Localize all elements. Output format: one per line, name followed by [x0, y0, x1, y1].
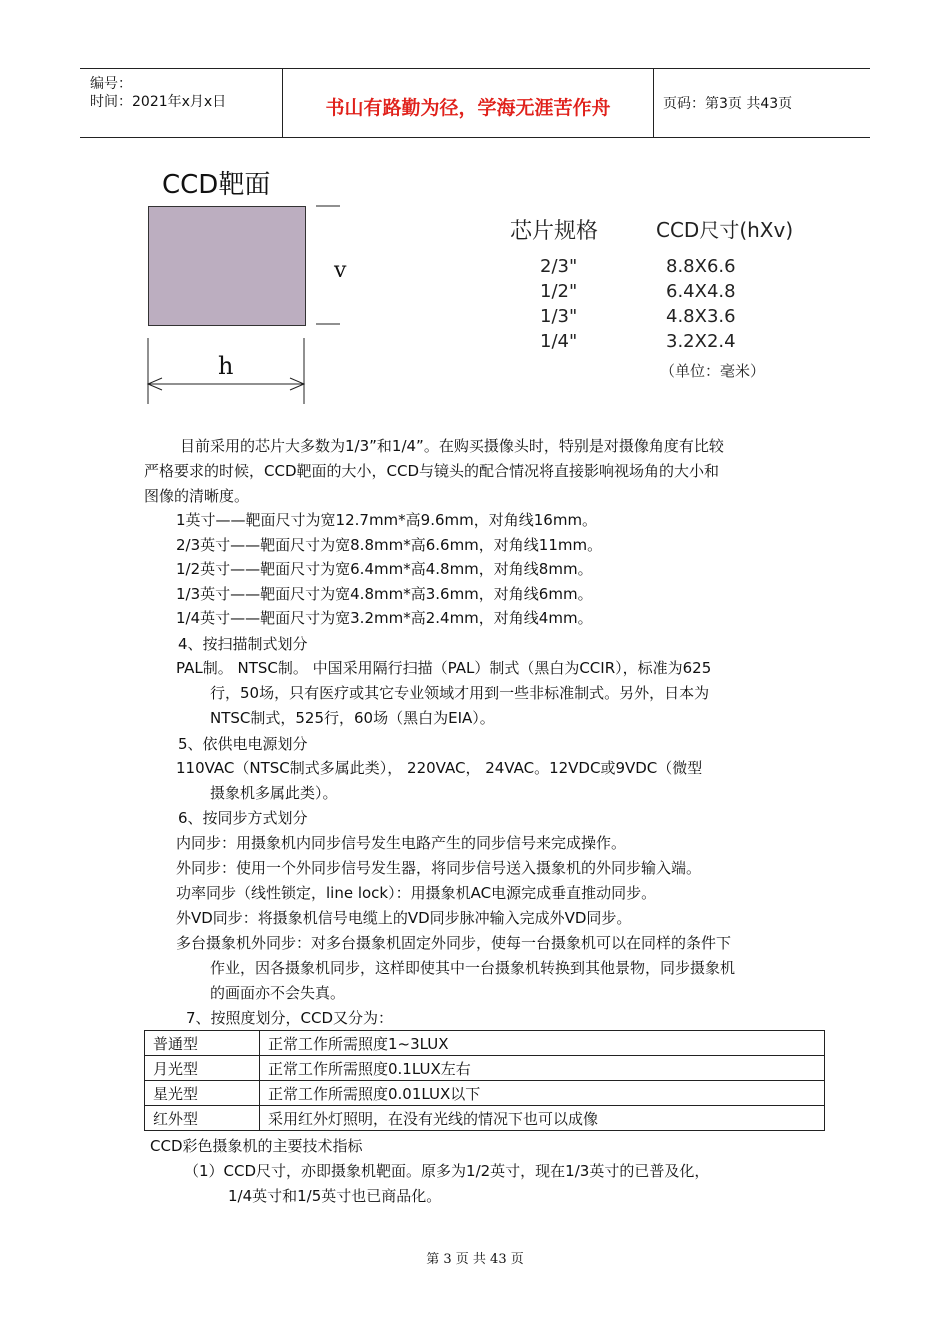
lux-desc-cell: 采用红外灯照明，在没有光线的情况下也可以成像 [260, 1106, 825, 1131]
section-text: 110VAC（NTSC制式多属此类）， 220VAC， 24VAC。12VDC或9VDC（微型 [176, 759, 703, 777]
header-motto: 书山有路勤为径，学海无涯苦作舟 [325, 97, 611, 119]
unit-note: （单位：毫米） [660, 362, 766, 380]
lux-desc-cell: 正常工作所需照度0.1LUX左右 [260, 1056, 825, 1081]
size-line: 1/4英寸——靶面尺寸为宽3.2mm*高2.4mm，对角线4mm。 [176, 609, 593, 627]
intro-line: 图像的清晰度。 [144, 487, 250, 505]
lux-type-cell: 星光型 [145, 1081, 260, 1106]
section-heading: 5、依供电电源划分 [178, 735, 308, 753]
lux-desc-cell: 正常工作所需照度0.01LUX以下 [260, 1081, 825, 1106]
lux-desc-cell: 正常工作所需照度1~3LUX [260, 1031, 825, 1056]
chip-spec-header: 芯片规格 [510, 219, 599, 244]
spec-heading: CCD彩色摄象机的主要技术指标 [150, 1137, 363, 1155]
section-text: 行，50场，只有医疗或其它专业领域才用到一些非标准制式。另外，日本为 [210, 684, 710, 702]
intro-line: 严格要求的时候，CCD靶面的大小，CCD与镜头的配合情况将直接影响视场角的大小和 [144, 462, 719, 480]
chip-spec-value: 1/2" [540, 281, 578, 302]
page-footer: 第 3 页 共 43 页 [426, 1252, 524, 1267]
lux-type-cell: 红外型 [145, 1106, 260, 1131]
header-motto-cell [282, 69, 654, 137]
figure-title: CCD靶面 [162, 170, 271, 200]
size-line: 1/2英寸——靶面尺寸为宽6.4mm*高4.8mm，对角线8mm。 [176, 560, 593, 578]
sync-line: 作业，因各摄象机同步，这样即使其中一台摄象机转换到其他景物，同步摄象机 [210, 959, 736, 977]
spec-line: 1/4英寸和1/5英寸也已商品化。 [228, 1187, 442, 1205]
sync-line: 内同步：用摄象机内同步信号发生电路产生的同步信号来完成操作。 [176, 834, 627, 852]
chip-spec-value: 1/4" [540, 331, 578, 352]
spec-line: （1）CCD尺寸，亦即摄象机靶面。原多为1/2英寸，现在1/3英寸的已普及化， [184, 1162, 710, 1180]
header-page-label: 页码：第3页 共43页 [663, 96, 793, 112]
dimension-arrows [140, 200, 340, 410]
section-text: PAL制。 NTSC制。 中国采用隔行扫描（PAL）制式（黑白为CCIR），标准为625 [176, 659, 712, 677]
table-row [145, 1081, 825, 1106]
intro-line: 目前采用的芯片大多数为1/3”和1/4”。在购买摄像头时，特别是对摄像角度有比较 [180, 437, 724, 455]
sync-line: 外同步：使用一个外同步信号发生器，将同步信号送入摄象机的外同步输入端。 [176, 859, 702, 877]
section-heading: 4、按扫描制式划分 [178, 635, 308, 653]
sync-line: 外VD同步：将摄象机信号电缆上的VD同步脉冲输入完成外VD同步。 [176, 909, 632, 927]
sync-line: 的画面亦不会失真。 [210, 984, 346, 1002]
section-text: 摄象机多属此类）。 [210, 784, 338, 802]
dimension-h-label: h [218, 352, 234, 380]
sync-line: 多台摄象机外同步：对多台摄象机固定外同步，使每一台摄象机可以在同样的条件下 [176, 934, 732, 952]
dimension-v-label: v [334, 258, 347, 283]
table-row [145, 1106, 825, 1131]
header-info-cell [80, 69, 282, 137]
ccd-size-value: 6.4X4.8 [666, 281, 736, 302]
doc-date-label: 时间：2021年x月x日 [90, 94, 227, 110]
table-row [145, 1056, 825, 1081]
section-heading: 6、按同步方式划分 [178, 809, 308, 827]
sync-line: 功率同步（线性锁定，line lock）：用摄象机AC电源完成垂直推动同步。 [176, 884, 657, 902]
ccd-size-value: 8.8X6.6 [666, 256, 736, 277]
header-page-cell [653, 69, 870, 137]
chip-spec-value: 1/3" [540, 306, 578, 327]
page-header [80, 68, 870, 138]
illuminance-table [144, 1030, 825, 1131]
section-text: NTSC制式，525行，60场（黑白为EIA）。 [210, 709, 495, 727]
size-line: 1/3英寸——靶面尺寸为宽4.8mm*高3.6mm，对角线6mm。 [176, 585, 593, 603]
size-line: 1英寸——靶面尺寸为宽12.7mm*高9.6mm，对角线16mm。 [176, 511, 598, 529]
ccd-size-value: 3.2X2.4 [666, 331, 736, 352]
table-row [145, 1031, 825, 1056]
section-heading: 7、按照度划分，CCD又分为： [186, 1009, 394, 1027]
ccd-size-value: 4.8X3.6 [666, 306, 736, 327]
ccd-size-header: CCD尺寸(hXv) [656, 218, 794, 242]
size-line: 2/3英寸——靶面尺寸为宽8.8mm*高6.6mm，对角线11mm。 [176, 536, 603, 554]
chip-spec-value: 2/3" [540, 256, 578, 277]
lux-type-cell: 月光型 [145, 1056, 260, 1081]
lux-type-cell: 普通型 [145, 1031, 260, 1056]
doc-number-label: 编号： [90, 76, 132, 92]
